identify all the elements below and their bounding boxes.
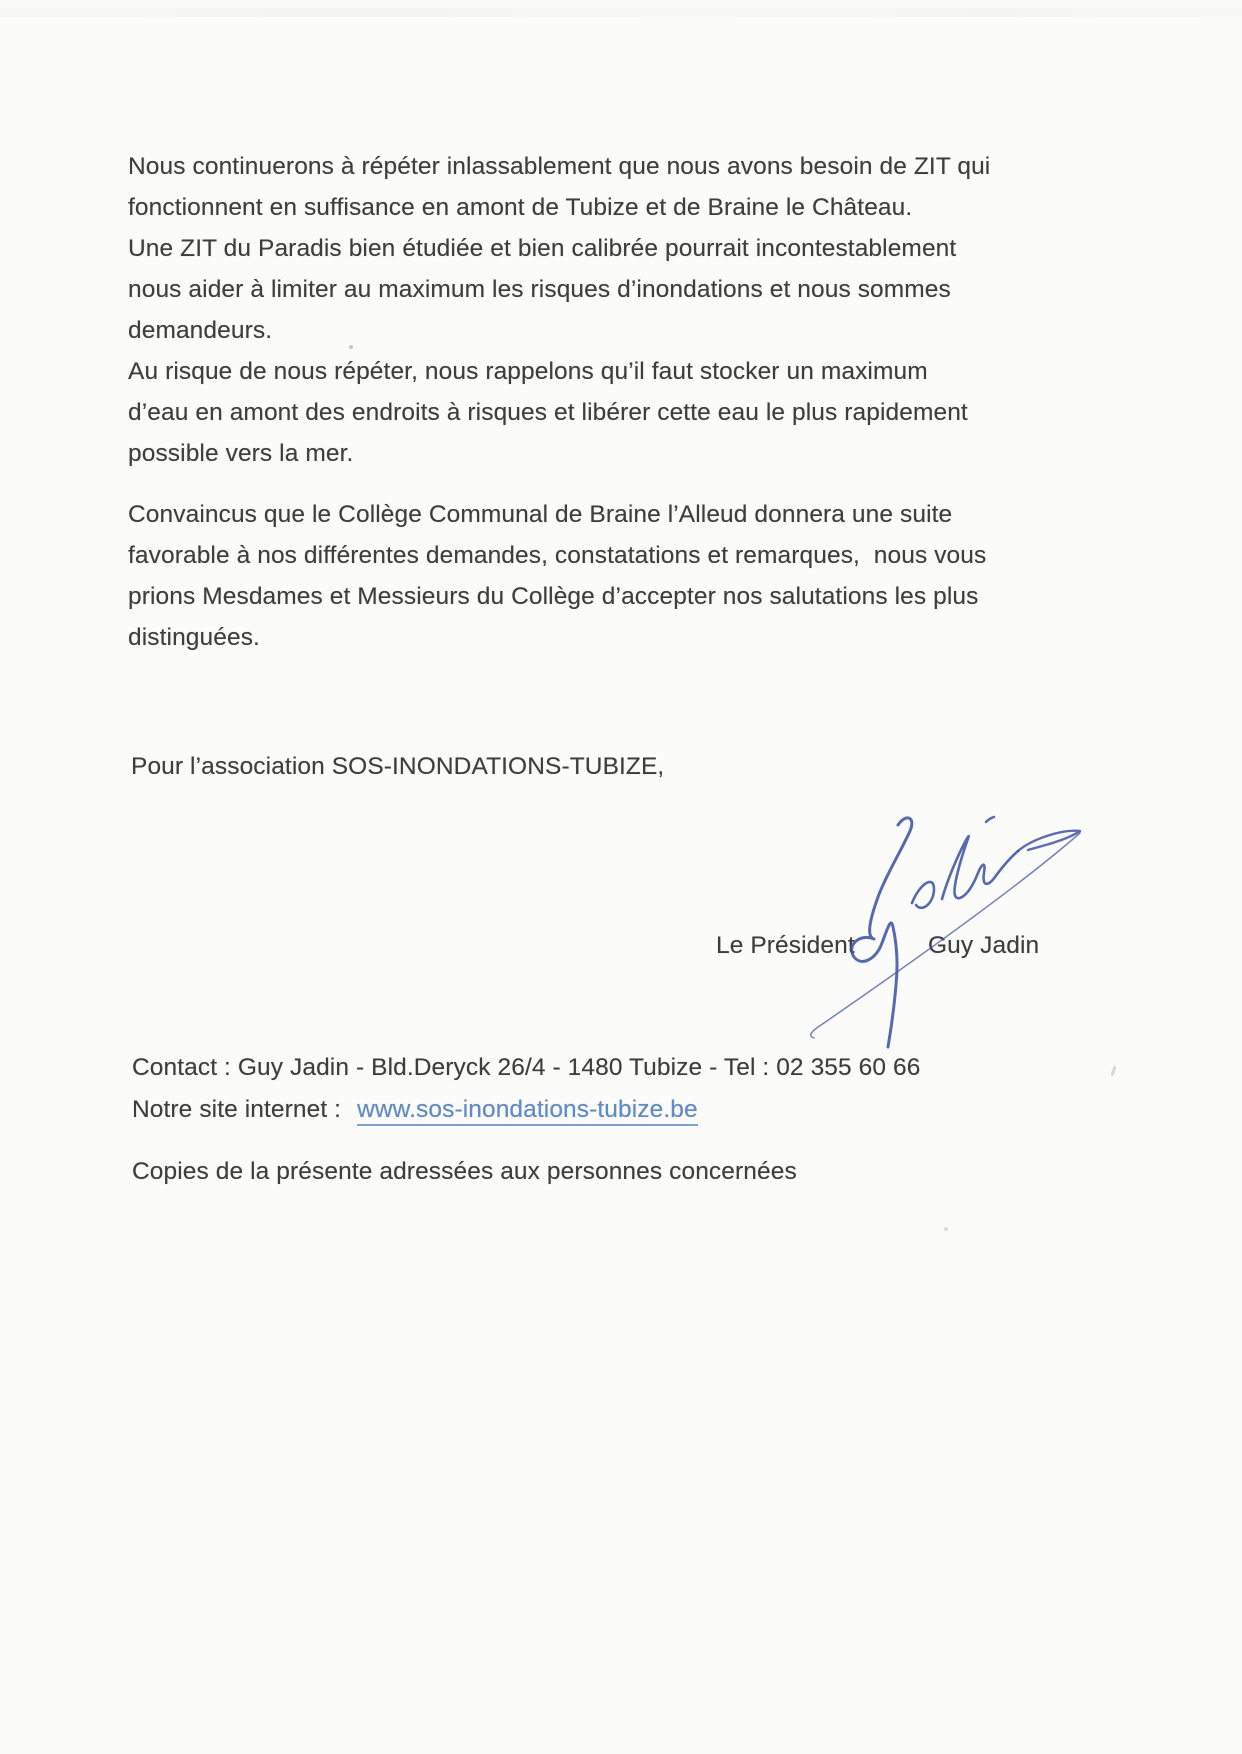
signature-stroke (912, 836, 1018, 908)
text-line: fonctionnent en suffisance en amont de Tubize et de Braine le Château. (128, 194, 913, 221)
scan-speck (1111, 1066, 1117, 1076)
signature-stroke (852, 818, 912, 1047)
signer-name: Guy Jadin (928, 932, 1040, 959)
scan-streak-artifact (0, 8, 1242, 17)
paragraph-zit-request (128, 146, 990, 474)
website-link[interactable]: www.sos-inondations-tubize.be (357, 1096, 698, 1126)
text-line: distinguées. (128, 624, 260, 651)
text-line: demandeurs. (128, 317, 273, 344)
text-line: possible vers la mer. (128, 440, 354, 467)
website-line (132, 1089, 698, 1130)
text-line: Une ZIT du Paradis bien étudiée et bien calibrée pourrait incontestablement (128, 235, 957, 262)
text-line: prions Mesdames et Messieurs du Collège d’accepter nos salutations les plus (128, 583, 979, 610)
text-line: Nous continuerons à répéter inlassablement que nous avons besoin de ZIT qui (128, 153, 991, 180)
contact-line: Contact : Guy Jadin - Bld.Deryck 26/4 - 1480 Tubize - Tel : 02 355 60 66 (132, 1054, 921, 1081)
text-line: nous aider à limiter au maximum les risques d’inondations et nous sommes (128, 276, 951, 303)
text-line: favorable à nos différentes demandes, constatations et remarques, nous vous (128, 542, 987, 569)
signature-stroke (1018, 831, 1080, 851)
text-line: d’eau en amont des endroits à risques et libérer cette eau le plus rapidement (128, 399, 968, 426)
text-line: Convaincus que le Collège Communal de Braine l’Alleud donnera une suite (128, 501, 953, 528)
association-line: Pour l’association SOS-INONDATIONS-TUBIZE, (131, 753, 665, 780)
text-line: Au risque de nous répéter, nous rappelons qu’il faut stocker un maximum (128, 358, 928, 385)
signature-stroke (986, 817, 994, 822)
president-label: Le Président (716, 932, 855, 959)
website-label: Notre site internet : (132, 1096, 342, 1123)
scan-speck (944, 1227, 948, 1231)
paragraph-closing-salutation (128, 494, 986, 658)
copies-line: Copies de la présente adressées aux personnes concernées (132, 1158, 797, 1185)
